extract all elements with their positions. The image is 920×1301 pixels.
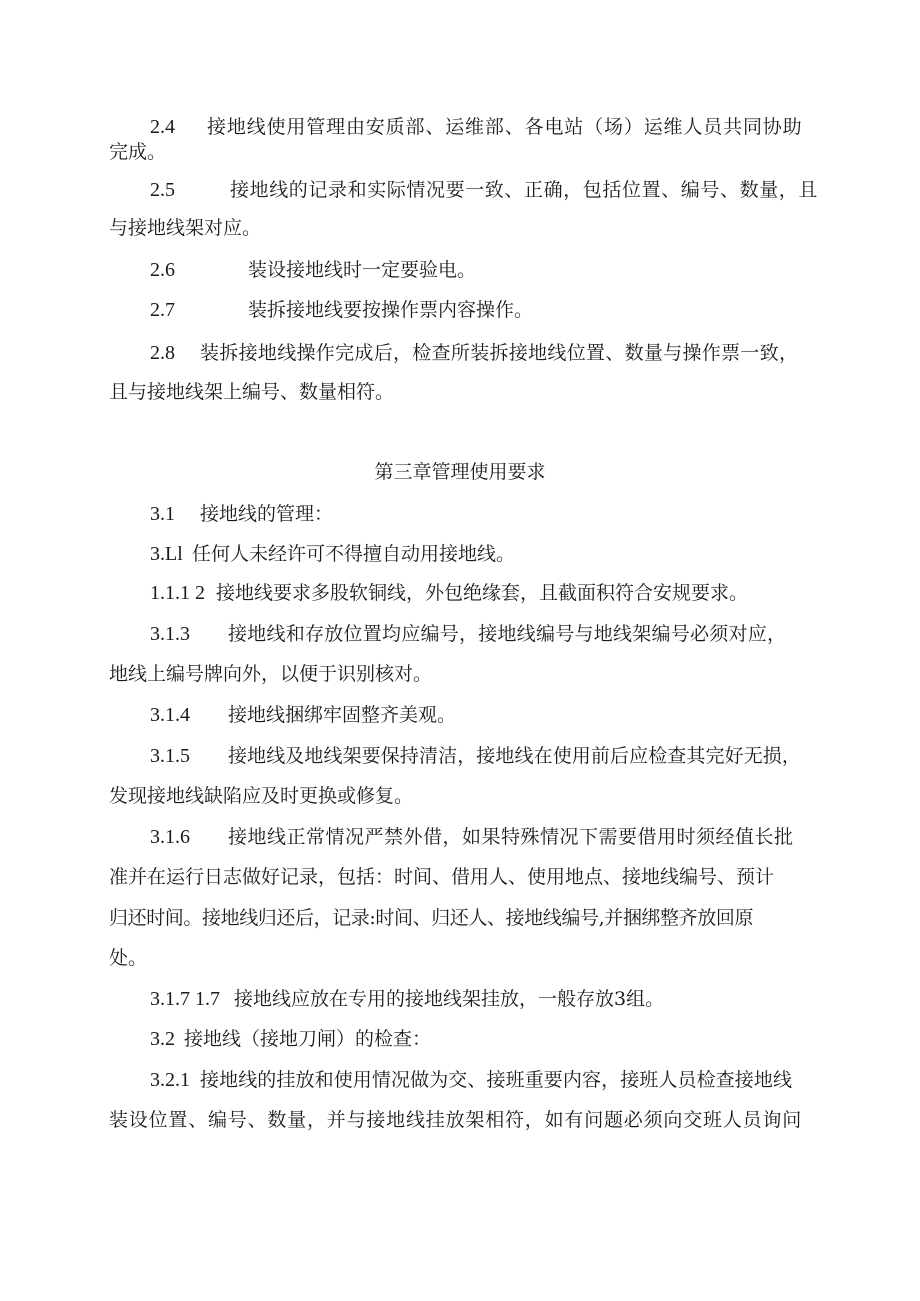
paragraph-3-1-6-continued [109, 906, 753, 930]
paragraph-2-8 [150, 341, 798, 365]
section-number: 3.1.5 [150, 745, 190, 767]
section-number: 2.6 [150, 259, 175, 281]
paragraph-text: 归还时间。接地线归还后，记录:时间、归还人、接地线编号,并捆绑整齐放回原 [109, 907, 754, 929]
paragraph-2-7 [150, 298, 533, 322]
section-number: 3.1.4 [150, 704, 190, 726]
section-number: 3.1.3 [150, 623, 190, 645]
paragraph-text: 任何人未经许可不得擅自动用接地线。 [192, 543, 516, 565]
section-number: 3.2.1 [150, 1069, 190, 1091]
paragraph-2-5-continued [109, 216, 261, 240]
paragraph-2-6 [150, 258, 476, 282]
paragraph-3-1-7 [150, 987, 664, 1011]
section-number: 3.1.6 [150, 826, 190, 848]
paragraph-2-8-continued [109, 380, 394, 404]
paragraph-text: 接地线应放在专用的接地线架挂放，一般存放3组。 [234, 988, 665, 1010]
section-number: 3.1 [150, 503, 175, 525]
paragraph-3-2-1-continued [109, 1108, 802, 1132]
paragraph-text: 接地线正常情况严禁外借，如果特殊情况下需要借用时须经值长批 [228, 826, 794, 848]
paragraph-text: 装设接地线时一定要验电。 [248, 259, 477, 281]
paragraph-2-4-continued [109, 140, 166, 164]
paragraph-text: 接地线捆绑牢固整齐美观。 [228, 704, 457, 726]
paragraph-3-1-5-continued [109, 784, 413, 808]
paragraph-text: 接地线使用管理由安质部、运维部、各电站（场）运维人员共同协助 [207, 116, 803, 138]
paragraph-3-2-1 [150, 1068, 792, 1092]
paragraph-text: 准并在运行日志做好记录，包括：时间、借用人、使用地点、接地线编号、预计 [109, 866, 775, 888]
paragraph-text: 接地线和存放位置均应编号，接地线编号与地线架编号必须对应， [228, 623, 787, 645]
section-number: 2.7 [150, 299, 175, 321]
paragraph-3-1-1 [150, 542, 515, 566]
paragraph-2-4 [150, 115, 803, 139]
paragraph-3-1-4 [150, 703, 456, 727]
section-number: 2.8 [150, 342, 175, 364]
paragraph-text: 接地线的管理： [200, 503, 334, 525]
chapter-title: 第三章管理使用要求 [374, 461, 546, 483]
paragraph-3-1-3-continued [109, 662, 432, 686]
paragraph-text: 且与接地线架上编号、数量相符。 [109, 381, 395, 403]
paragraph-3-1-6-continued [109, 946, 147, 970]
paragraph-3-1-3 [150, 622, 786, 646]
section-number: 3.2 [150, 1028, 175, 1050]
paragraph-text: 装设位置、编号、数量，并与接地线挂放架相符，如有问题必须向交班人员询问 [109, 1109, 803, 1131]
paragraph-text: 处。 [109, 947, 148, 969]
paragraph-text: 接地线要求多股软铜线，外包绝缘套，且截面积符合安规要求。 [216, 582, 749, 604]
paragraph-3-1-6-continued [109, 865, 774, 889]
section-number: 3.1.7 1.7 [150, 988, 220, 1010]
paragraph-3-1-6 [150, 825, 794, 849]
paragraph-text: 与接地线架对应。 [109, 217, 262, 239]
paragraph-2-5 [150, 178, 818, 202]
section-number: 1.1.1 2 [150, 582, 205, 604]
paragraph-3-2 [150, 1027, 431, 1051]
paragraph-text: 装拆接地线要按操作票内容操作。 [248, 299, 534, 321]
paragraph-text: 接地线的挂放和使用情况做为交、接班重要内容，接班人员检查接地线 [200, 1069, 793, 1091]
paragraph-text: 完成。 [109, 141, 167, 163]
paragraph-text: 装拆接地线操作完成后，检查所装拆接地线位置、数量与操作票一致， [200, 342, 799, 364]
paragraph-3-1 [150, 502, 333, 526]
paragraph-text: 接地线（接地刀闸）的检查： [184, 1028, 432, 1050]
paragraph-text: 接地线及地线架要保持清洁，接地线在使用前后应检查其完好无损， [228, 745, 802, 767]
section-number: 2.5 [150, 179, 175, 201]
section-number: 3.Ll [150, 543, 183, 565]
paragraph-3-1-5 [150, 744, 801, 768]
paragraph-text: 地线上编号牌向外，以便于识别核对。 [109, 663, 433, 685]
section-number: 2.4 [150, 116, 175, 138]
paragraph-text: 接地线的记录和实际情况要一致、正确，包括位置、编号、数量，且 [230, 179, 819, 201]
paragraph-text: 发现接地线缺陷应及时更换或修复。 [109, 785, 414, 807]
paragraph-1-1-1-2 [150, 581, 748, 605]
